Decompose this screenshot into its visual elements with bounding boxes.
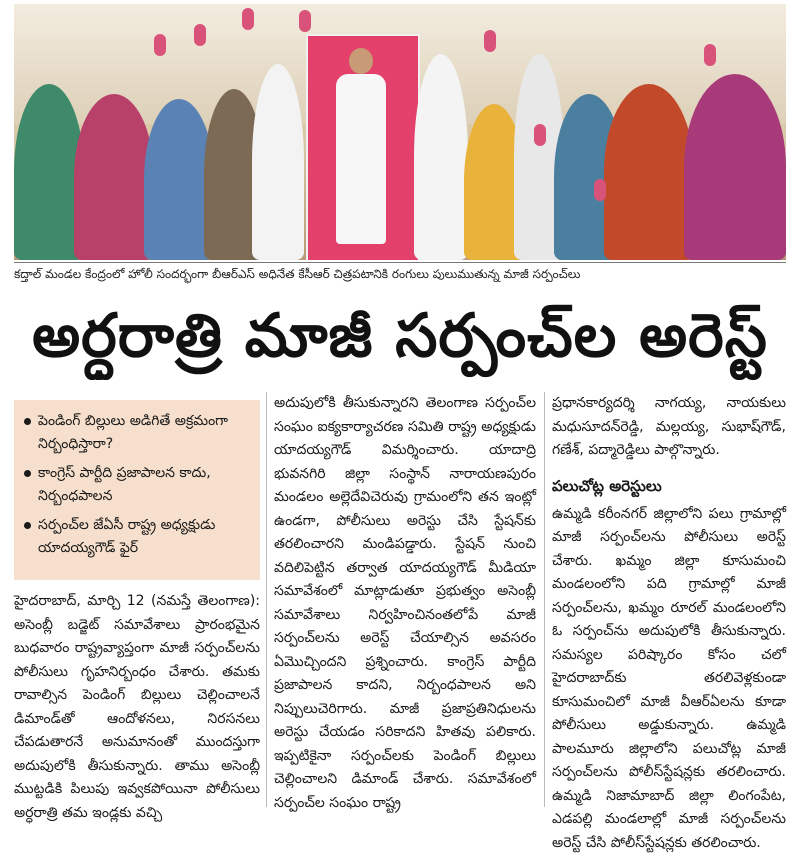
bullet-icon [24,522,31,529]
crowd-person [252,64,304,260]
raised-hand [194,24,206,46]
highlight-item [24,462,252,508]
raised-hand [704,44,716,66]
raised-hand [154,34,166,56]
highlight-text: సర్పంచ్‌ల జేఏసీ రాష్ట్ర అధ్యక్షుడు యాదయ్యగౌడ్ ఫైర్ [38,517,215,556]
bullet-icon [24,470,31,477]
highlight-item [24,410,252,456]
news-photo [14,4,786,260]
article-column-1: హైదరాబాద్, మార్చి 12 (నమస్తే తెలంగాణ): అసెంబ్లీ బడ్జెట్ సమావేశాలు ప్రారంభమైన బుధవారం రాష్ట్రవ్యాప్తంగా మాజీ సర్పంచ్‌లను పోలీసులు గృహనిర్బంధం చేశారు. తమకు రావాల్సిన పెండింగ్ బిల్లులు చెల్లించాలనే డిమాండ్‌తో ఆందోళనలు, నిరసనలు చేపడుతారనే అనుమానంతో ముందస్తుగా అదుపులోకి తీసుకున్నారు. తాము అసెంబ్లీ ముట్టడికి పిలుపు ఇవ్వకపోయినా పోలీసులు అర్ధరాత్రి తమ ఇండ్లకు వచ్చి [14,590,260,825]
article-column-3-body: ఉమ్మడి కరీంనగర్ జిల్లాలోని పలు గ్రామాల్లో మాజీ సర్పంచ్‌లను పోలీసులు అరెస్ట్ చేశారు. ఖమ్మం జిల్లా కూసుమంచి మండలంలోని పది గ్రామాల్లో మాజీ సర్పంచ్‌లను, ఖమ్మం రూరల్ మండలంలోని ఓ సర్పంచ్‌ను అదుపులోకి తీసుకున్నారు. సమస్యల పరిష్కారం కోసం చలో హైదరాబాద్‌కు తరలివెళ్లకుండా కూసుమంచిలో మాజీ వీఆర్‌ఏలను కూడా పోలీసులు అడ్డుకున్నారు. ఉమ్మడి పాలమూరు జిల్లాలోని పలుచోట్ల మాజీ సర్పంచ్‌లను పోలీస్‌స్టేషన్లకు తరలించారు. ఉమ్మడి నిజామాబాద్ జిల్లా లింగంపేట, ఎడపల్లి మండలాల్లో మాజీ సర్పంచ్‌లను అరెస్ట్ చేసి పోలీస్‌స్టేషన్లకు తరలించారు. [552,503,786,855]
highlights-box [14,400,260,580]
article-column-2: అదుపులోకి తీసుకున్నారని తెలంగాణ సర్పంచ్‌ల సంఘం ఐక్యకార్యాచరణ సమితి రాష్ట్ర అధ్యక్షుడు యాదయ్యగౌడ్ విమర్శించారు. యాదాద్రి భువనగిరి జిల్లా సంస్థాన్ నారాయణపురం మండలం అల్లెదేవిచెరువు గ్రామంలోని తన ఇంట్లో ఉండగా, పోలీసులు అరెస్టు చేసి స్టేషన్‌కు తరలించారని మండిపడ్డారు. స్టేషన్ నుంచి వదిలిపెట్టిన తర్వాత యాదయ్యగౌడ్ మీడియా సమావేశంలో మాట్లాడుతూ ప్రభుత్వం అసెంబ్లీ సమావేశాలు నిర్వహించినంతలోపే మాజీ సర్పంచ్‌లను అరెస్ట్ చేయాల్సిన అవసరం ఏమొచ్చిందని ప్రశ్నించారు. కాంగ్రెస్ పార్టీది ప్రజాపాలన కాదని, నిర్బంధపాలన అని నిప్పులుచెరిగారు. మాజీ ప్రజాప్రతినిధులను అరెస్టు చేయడం సరికాదని హితవు పలికారు. ఇప్పటికైనా సర్పంచ్‌లకు పెండింగ్ బిల్లులు చెల్లించాలని డిమాండ్ చేశారు. సమావేశంలో సర్పంచ్‌ల సంఘం రాష్ట్ర [274,392,536,815]
highlight-text: కాంగ్రెస్ పార్టీది ప్రజాపాలన కాదు, నిర్బంధపాలన [38,465,211,504]
highlight-text: పెండింగ్ బిల్లులు అడిగితే అక్రమంగా నిర్బంధిస్తారా? [38,413,228,452]
raised-hand [299,10,311,32]
raised-hand [594,179,606,201]
raised-hand [534,124,546,146]
crowd-person [604,84,694,260]
article-column-3-intro: ప్రధానకార్యదర్శి నాగయ్య, నాయకులు మధుసూదన్‌రెడ్డి, మల్లయ్య, సుభాష్‌గౌడ్, గణేశ్, పద్మారెడ్డిలు పాల్గొన్నారు. [552,392,786,463]
subheading: పలుచోట్ల అరెస్టులు [552,473,786,499]
raised-hand [484,30,496,52]
photo-caption: కద్తాల్ మండల కేంద్రంలో హోలీ సందర్భంగా బీఆర్ఎస్ అధినేత కేసీఆర్ చిత్రపటానికి రంగులు పులుముతున్న మాజీ సర్పంచ్‌లు [14,262,786,285]
raised-hand [242,8,254,30]
crowd-person [684,74,786,260]
portrait-figure [334,48,388,248]
highlight-item [24,514,252,560]
article-column-3 [552,392,786,855]
column-divider [544,392,545,807]
headline: అర్ధరాత్రి మాజీ సర్పంచ్‌ల అరెస్ట్ [14,292,786,380]
column-divider [266,392,267,807]
crowd-person [74,94,154,260]
crowd-person [414,54,468,260]
bullet-icon [24,418,31,425]
